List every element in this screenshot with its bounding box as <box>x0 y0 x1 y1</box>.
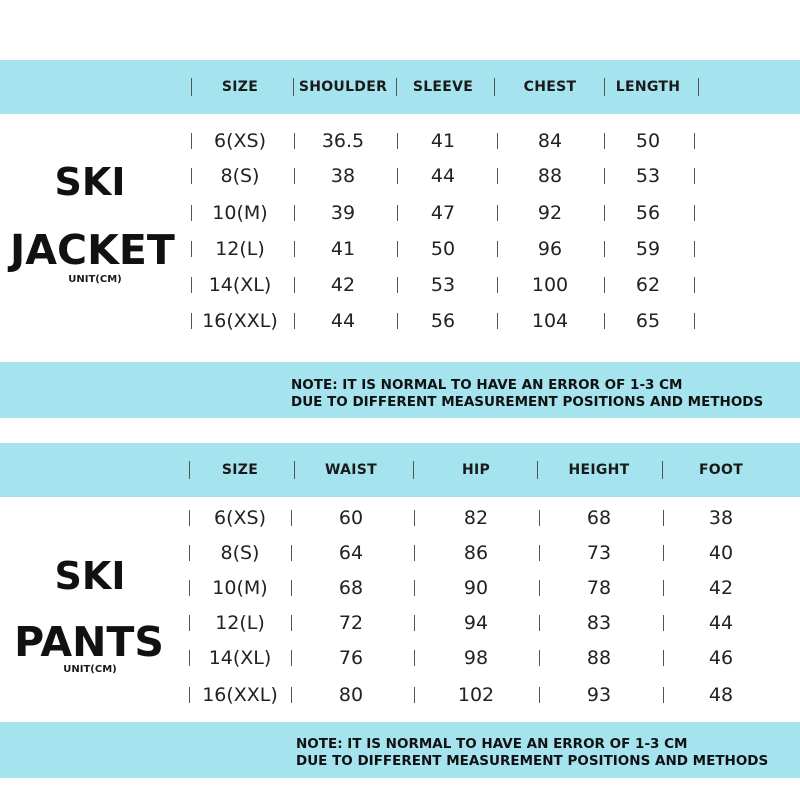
pants-row-divider <box>539 580 540 596</box>
jacket-header-divider <box>191 78 192 96</box>
pants-note <box>296 736 768 770</box>
jacket-row-divider <box>694 277 695 293</box>
pants-cell-height: 88 <box>586 647 612 669</box>
pants-row-divider <box>414 510 415 526</box>
jacket-title-line2: JACKET <box>10 226 175 274</box>
pants-row-divider <box>414 650 415 666</box>
jacket-cell-length: 50 <box>635 130 661 152</box>
pants-cell-waist: 80 <box>338 684 364 706</box>
pants-cell-hip: 90 <box>463 577 489 599</box>
pants-cell-hip: 94 <box>463 612 489 634</box>
pants-row-divider <box>539 510 540 526</box>
pants-row-divider <box>189 580 190 596</box>
jacket-row-divider <box>694 205 695 221</box>
jacket-row-divider <box>694 241 695 257</box>
jacket-header-chest: CHEST <box>523 79 577 95</box>
jacket-cell-shoulder: 42 <box>330 274 356 296</box>
pants-cell-height: 93 <box>586 684 612 706</box>
pants-header-divider <box>537 461 538 479</box>
pants-cell-waist: 72 <box>338 612 364 634</box>
jacket-cell-sleeve: 44 <box>430 165 456 187</box>
jacket-row-divider <box>397 277 398 293</box>
jacket-cell-sleeve: 47 <box>430 202 456 224</box>
pants-row-divider <box>291 510 292 526</box>
jacket-cell-shoulder: 38 <box>330 165 356 187</box>
pants-cell-waist: 68 <box>338 577 364 599</box>
pants-cell-waist: 60 <box>338 507 364 529</box>
jacket-row-divider <box>191 241 192 257</box>
pants-cell-hip: 102 <box>457 684 495 706</box>
jacket-header-divider <box>494 78 495 96</box>
pants-cell-size: 8(S) <box>220 542 260 564</box>
pants-header-divider <box>662 461 663 479</box>
pants-row-divider <box>414 687 415 703</box>
pants-cell-height: 73 <box>586 542 612 564</box>
jacket-header-size: SIZE <box>221 79 259 95</box>
jacket-cell-size: 6(XS) <box>214 130 266 152</box>
jacket-cell-length: 53 <box>635 165 661 187</box>
pants-row-divider <box>291 650 292 666</box>
pants-cell-foot: 38 <box>708 507 734 529</box>
pants-header-foot: FOOT <box>698 462 744 478</box>
pants-row-divider <box>291 687 292 703</box>
pants-cell-foot: 44 <box>708 612 734 634</box>
jacket-header-sleeve: SLEEVE <box>412 79 474 95</box>
pants-row-divider <box>189 650 190 666</box>
pants-row-divider <box>663 650 664 666</box>
pants-row-divider <box>414 615 415 631</box>
jacket-cell-sleeve: 53 <box>430 274 456 296</box>
pants-row-divider <box>414 580 415 596</box>
pants-cell-foot: 46 <box>708 647 734 669</box>
pants-row-divider <box>539 687 540 703</box>
pants-header-divider <box>413 461 414 479</box>
jacket-header-divider <box>293 78 294 96</box>
pants-row-divider <box>539 650 540 666</box>
jacket-header-band <box>0 60 800 114</box>
pants-cell-size: 12(L) <box>215 612 265 634</box>
pants-row-divider <box>539 545 540 561</box>
pants-title-line2: PANTS <box>14 618 164 666</box>
pants-row-divider <box>189 510 190 526</box>
pants-cell-foot: 40 <box>708 542 734 564</box>
jacket-row-divider <box>397 241 398 257</box>
pants-cell-hip: 82 <box>463 507 489 529</box>
jacket-cell-chest: 96 <box>537 238 563 260</box>
jacket-cell-size: 16(XXL) <box>202 310 278 332</box>
jacket-cell-shoulder: 36.5 <box>321 130 365 152</box>
jacket-row-divider <box>497 313 498 329</box>
jacket-cell-sleeve: 50 <box>430 238 456 260</box>
jacket-row-divider <box>694 313 695 329</box>
pants-header-waist: WAIST <box>325 462 377 478</box>
pants-row-divider <box>291 615 292 631</box>
jacket-cell-chest: 88 <box>537 165 563 187</box>
jacket-header-divider <box>698 78 699 96</box>
pants-header-band <box>0 443 800 497</box>
pants-note-line2: DUE TO DIFFERENT MEASUREMENT POSITIONS AND METHODS <box>296 753 769 769</box>
jacket-row-divider <box>497 241 498 257</box>
pants-row-divider <box>663 687 664 703</box>
pants-cell-size: 16(XXL) <box>202 684 278 706</box>
pants-row-divider <box>663 545 664 561</box>
jacket-row-divider <box>191 277 192 293</box>
jacket-note-line2: DUE TO DIFFERENT MEASUREMENT POSITIONS AND METHODS <box>291 394 764 410</box>
jacket-cell-shoulder: 44 <box>330 310 356 332</box>
jacket-row-divider <box>497 168 498 184</box>
jacket-cell-size: 12(L) <box>215 238 265 260</box>
jacket-cell-chest: 84 <box>537 130 563 152</box>
jacket-cell-length: 62 <box>635 274 661 296</box>
pants-cell-foot: 48 <box>708 684 734 706</box>
jacket-cell-length: 56 <box>635 202 661 224</box>
jacket-row-divider <box>397 168 398 184</box>
jacket-row-divider <box>191 205 192 221</box>
jacket-cell-sleeve: 56 <box>430 310 456 332</box>
jacket-header-shoulder: SHOULDER <box>298 79 388 95</box>
jacket-row-divider <box>497 277 498 293</box>
jacket-header-length: LENGTH <box>615 79 681 95</box>
jacket-cell-length: 59 <box>635 238 661 260</box>
pants-header-hip: HIP <box>461 462 491 478</box>
jacket-cell-sleeve: 41 <box>430 130 456 152</box>
jacket-row-divider <box>191 313 192 329</box>
pants-cell-hip: 86 <box>463 542 489 564</box>
pants-cell-height: 78 <box>586 577 612 599</box>
pants-header-divider <box>189 461 190 479</box>
pants-cell-height: 68 <box>586 507 612 529</box>
jacket-note-line1: NOTE: IT IS NORMAL TO HAVE AN ERROR OF 1-3 CM <box>291 377 683 393</box>
pants-row-divider <box>291 545 292 561</box>
pants-cell-hip: 98 <box>463 647 489 669</box>
pants-row-divider <box>189 615 190 631</box>
pants-title-line1: SKI <box>54 554 126 598</box>
pants-row-divider <box>189 545 190 561</box>
jacket-row-divider <box>694 133 695 149</box>
jacket-title-line1: SKI <box>54 160 126 204</box>
pants-header-divider <box>294 461 295 479</box>
jacket-unit-label: UNIT(CM) <box>68 274 122 285</box>
jacket-note <box>291 377 763 411</box>
jacket-header-divider <box>604 78 605 96</box>
pants-header-size: SIZE <box>221 462 259 478</box>
pants-row-divider <box>189 687 190 703</box>
pants-row-divider <box>539 615 540 631</box>
pants-cell-foot: 42 <box>708 577 734 599</box>
jacket-cell-shoulder: 39 <box>330 202 356 224</box>
pants-row-divider <box>291 580 292 596</box>
jacket-cell-chest: 104 <box>531 310 569 332</box>
jacket-row-divider <box>191 168 192 184</box>
pants-cell-size: 10(M) <box>212 577 268 599</box>
jacket-cell-length: 65 <box>635 310 661 332</box>
jacket-row-divider <box>694 168 695 184</box>
jacket-cell-size: 8(S) <box>220 165 260 187</box>
jacket-row-divider <box>497 205 498 221</box>
jacket-cell-size: 10(M) <box>212 202 268 224</box>
pants-unit-label: UNIT(CM) <box>63 664 117 675</box>
jacket-cell-size: 14(XL) <box>208 274 272 296</box>
jacket-header-divider <box>396 78 397 96</box>
jacket-cell-chest: 100 <box>531 274 569 296</box>
pants-row-divider <box>663 510 664 526</box>
pants-cell-height: 83 <box>586 612 612 634</box>
jacket-row-divider <box>497 133 498 149</box>
jacket-row-divider <box>397 133 398 149</box>
pants-cell-size: 14(XL) <box>208 647 272 669</box>
pants-cell-waist: 64 <box>338 542 364 564</box>
pants-row-divider <box>663 580 664 596</box>
pants-cell-size: 6(XS) <box>214 507 266 529</box>
pants-note-line1: NOTE: IT IS NORMAL TO HAVE AN ERROR OF 1-3 CM <box>296 736 688 752</box>
jacket-row-divider <box>191 133 192 149</box>
jacket-row-divider <box>397 313 398 329</box>
jacket-cell-chest: 92 <box>537 202 563 224</box>
jacket-cell-shoulder: 41 <box>330 238 356 260</box>
pants-row-divider <box>663 615 664 631</box>
pants-header-height: HEIGHT <box>568 462 630 478</box>
pants-cell-waist: 76 <box>338 647 364 669</box>
pants-row-divider <box>414 545 415 561</box>
jacket-row-divider <box>397 205 398 221</box>
